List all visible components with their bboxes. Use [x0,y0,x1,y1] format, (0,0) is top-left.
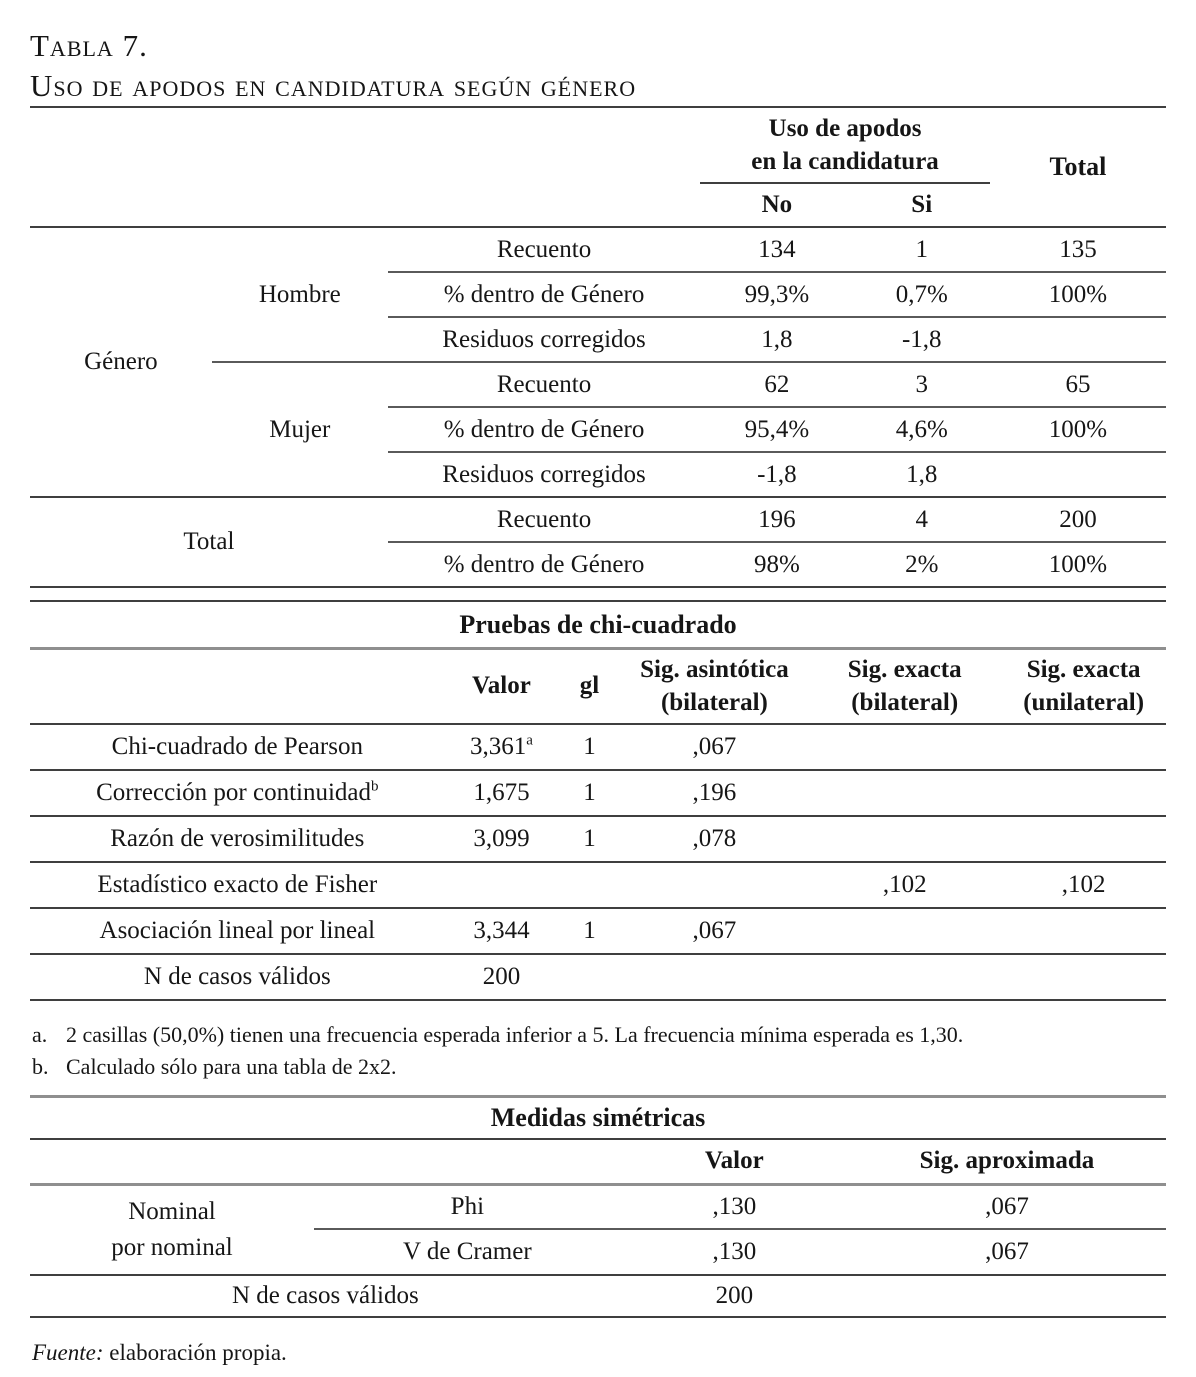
row-label: Recuento [496,235,592,263]
cell-si: 4 [854,497,990,542]
row-label: Recuento [388,497,700,542]
cell-sig-asintotica: ,078 [621,816,808,862]
empty-cell [30,649,445,724]
cell-valor: 1,675 [445,770,559,816]
section-title: Pruebas de chi-cuadrado [30,601,1166,649]
footnote-marker: b. [32,1053,49,1079]
cell-gl [558,862,620,908]
cell-si: -1,8 [854,317,990,362]
cell-si: 2% [854,542,990,587]
cell-valor: 3,361$^a$ [445,724,559,770]
row-label: % dentro de Género [388,542,700,587]
cell-si: 0,7% [854,272,990,317]
cell-sig-exacta-bilateral [808,908,1001,954]
row-label: Phi [450,1192,485,1220]
column-header-gl: gl [558,649,620,724]
superscript-b: b [371,778,379,795]
cell-total: 200 [990,497,1166,542]
table-title [30,26,1166,106]
footnote-a [32,1019,1166,1051]
table-title-number: Tabla 7. [30,28,148,63]
source-label: Fuente: [32,1339,104,1365]
table-row [30,497,1166,542]
superscript-a: a [526,732,533,749]
row-label: N de casos válidos [30,954,445,1000]
column-group-header [700,107,990,183]
cell-sig-exacta-unilateral [1001,724,1166,770]
footnotes [32,1019,1166,1083]
source-line [32,1340,1166,1366]
table-row [30,816,1166,862]
row-label: Residuos corregidos [388,317,700,362]
cell-no: 99,3% [700,272,853,317]
cell-sig: ,067 [848,1229,1166,1275]
cell-total: 100% [990,542,1166,587]
row-label: V de Cramer [314,1229,621,1275]
cell-valor: ,130 [712,1192,757,1220]
table-row [30,954,1166,1000]
row-label: Residuos corregidos [388,452,700,497]
row-label: Estadístico exacto de Fisher [30,862,445,908]
chi-header-row [30,649,1166,724]
column-header-si: Si [854,183,990,227]
cell-sig-exacta-bilateral [808,816,1001,862]
cell-valor [445,862,559,908]
cell-sig-exacta-unilateral [1001,770,1166,816]
column-header-valor: Valor [445,649,559,724]
table-row [30,770,1166,816]
row-label: N de casos válidos [30,1275,621,1317]
cell-no: 95,4% [700,407,853,452]
row-group-total: Total [30,497,388,587]
sym-title-row [30,1096,1166,1139]
table-row [30,227,1166,272]
empty-cell [30,107,700,183]
row-label: Razón de verosimilitudes [30,816,445,862]
column-header-sig-asintotica: Sig. asintótica (bilateral) [621,649,808,724]
column-group-header-line2: en la candidatura [751,148,939,175]
column-header-sig-aproximada: Sig. aproximada [848,1139,1166,1185]
cell-gl: 1 [558,908,620,954]
cell-valor: 3,099 [445,816,559,862]
table-row [30,1275,1166,1317]
table-row [30,1185,1166,1229]
cell-no: 1,8 [700,317,853,362]
cell-no: 196 [700,497,853,542]
column-header-sig-exacta-unilateral: Sig. exacta (unilateral) [1001,649,1166,724]
cell-sig-exacta-unilateral [1001,908,1166,954]
cell-sig-asintotica: ,067 [621,908,808,954]
table-row [30,724,1166,770]
cell-gl [558,954,620,1000]
cell-sig-exacta-unilateral: ,102 [1001,862,1166,908]
cell-no: 62 [700,362,853,407]
row-label: % dentro de Género [388,407,700,452]
cell-total: 100% [990,407,1166,452]
cell-valor: ,130 [621,1229,848,1275]
crosstab-table [30,106,1166,588]
cell-sig-exacta-bilateral [808,770,1001,816]
cell-sig-exacta-bilateral: ,102 [808,862,1001,908]
cell-valor: 3,344 [445,908,559,954]
cell-si: 1,8 [854,452,990,497]
footnote-marker: a. [32,1021,48,1047]
empty-cell [30,1139,621,1185]
crosstab-group-header-row [30,107,1166,183]
row-label: % dentro de Género [388,272,700,317]
cell-valor: 200 [621,1275,848,1317]
footnote-text: Calculado sólo para una tabla de 2x2. [66,1053,397,1079]
cell-si: 4,6% [854,407,990,452]
column-header-valor: Valor [621,1139,848,1185]
cell-total: 100% [990,272,1166,317]
row-label: Asociación lineal por lineal [30,908,445,954]
empty-cell [30,183,700,227]
cell-gl: 1 [558,770,620,816]
column-header-sig-exacta-bilateral: Sig. exacta (bilateral) [808,649,1001,724]
footnote-b [32,1051,1166,1083]
cell-sig-asintotica [621,954,808,1000]
cell-gl: 1 [558,724,620,770]
row-subgroup-hombre: Hombre [258,280,341,308]
cell-total: 65 [990,362,1166,407]
cell-si: 1 [915,235,928,263]
chi-square-table [30,600,1166,1001]
table-row [30,908,1166,954]
cell-sig-asintotica [621,862,808,908]
row-label: Corrección por continuidad$^b$ [30,770,445,816]
table-title-text: Uso de apodos en candidatura según género [30,68,637,103]
cell-sig-asintotica: ,067 [621,724,808,770]
row-group-nominal: Nominal por nominal [111,1197,233,1261]
cell-sig [848,1275,1166,1317]
column-header-no: No [700,183,853,227]
table-row [30,862,1166,908]
section-title: Medidas simétricas [30,1096,1166,1139]
cell-no: 98% [700,542,853,587]
symmetric-measures-table [30,1095,1166,1318]
cell-sig-exacta-unilateral [1001,816,1166,862]
cell-valor: 200 [445,954,559,1000]
cell-gl: 1 [558,816,620,862]
row-subgroup-mujer: Mujer [212,362,388,497]
cell-total: 135 [1059,235,1097,263]
footnote-text: 2 casillas (50,0%) tienen una frecuencia esperada inferior a 5. La frecuencia mínima esperada es 1,30. [66,1021,964,1047]
sym-header-row [30,1139,1166,1185]
source-text: elaboración propia. [109,1339,287,1365]
chi-title-row [30,601,1166,649]
cell-sig-asintotica: ,196 [621,770,808,816]
row-label: Recuento [388,362,700,407]
cell-no: 134 [758,235,796,263]
column-group-header-line1: Uso de apodos [768,115,922,142]
cell-sig-exacta-unilateral [1001,954,1166,1000]
cell-sig: ,067 [985,1192,1029,1220]
cell-si: 3 [854,362,990,407]
cell-sig-exacta-bilateral [808,724,1001,770]
cell-total [990,452,1166,497]
cell-total [990,317,1166,362]
cell-no: -1,8 [700,452,853,497]
row-label: Chi-cuadrado de Pearson [30,724,445,770]
cell-sig-exacta-bilateral [808,954,1001,1000]
row-group-genero: Género [84,348,158,375]
total-column-header: Total [990,107,1166,227]
